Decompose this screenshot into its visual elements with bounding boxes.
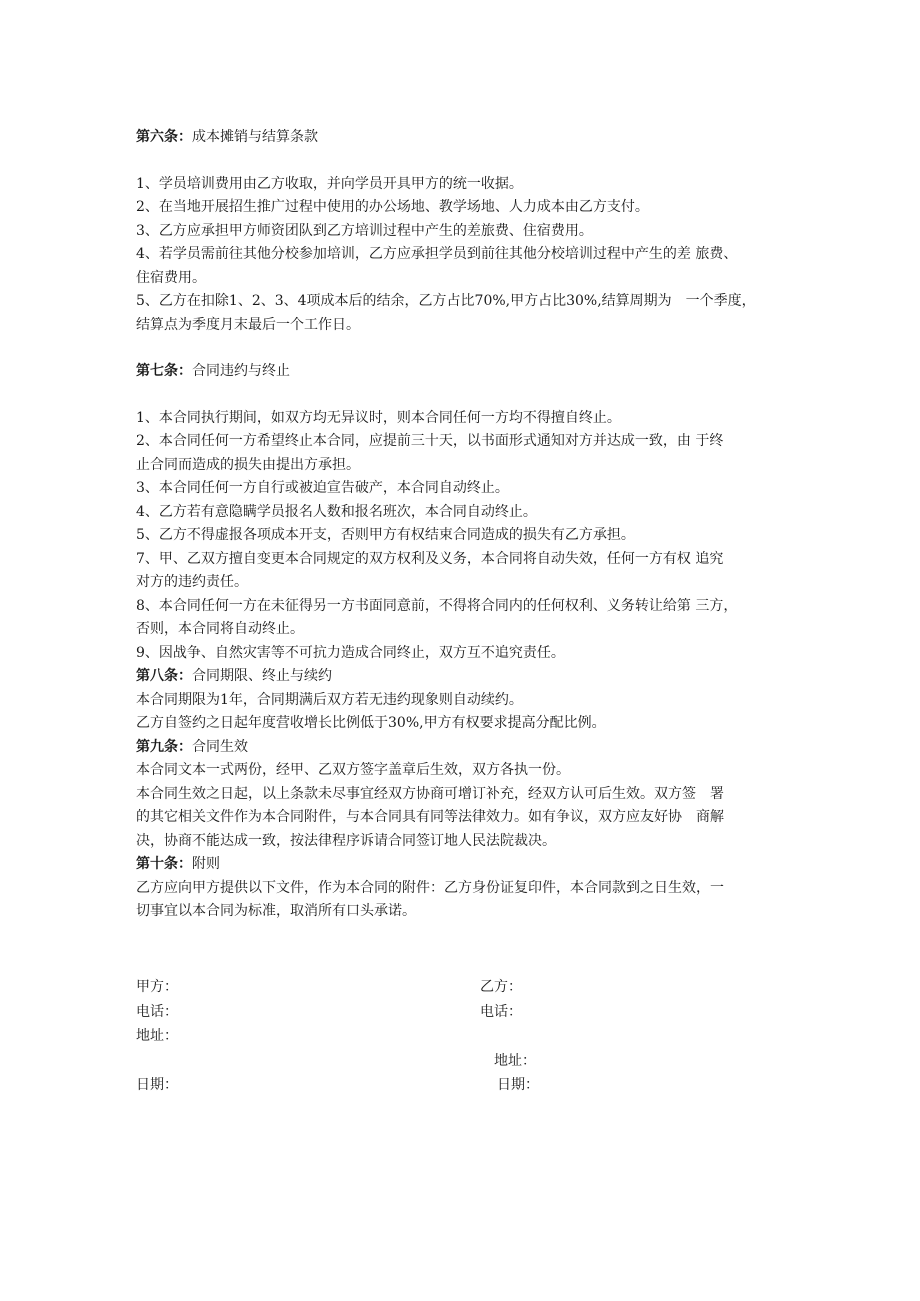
clause-line: 2、本合同任何一方希望终止本合同，应提前三十天，以书面形式通知对方并达成一致，由 于终: [136, 433, 724, 449]
article-9-heading: [136, 736, 790, 760]
article-6-title: 成本摊销与结算条款: [192, 129, 318, 145]
party-b-label: 乙方：: [480, 979, 522, 995]
article-9-title: 合同生效: [192, 738, 248, 755]
article-6-number: 第六条：: [136, 129, 192, 145]
article-6-heading: [136, 126, 790, 150]
clause-line: 否则，本合同将自动终止。: [136, 621, 304, 637]
article-7-heading: [136, 360, 790, 384]
article-8-heading: [136, 665, 790, 689]
clause-line: 结算点为季度月末最后一个工作日。: [136, 316, 360, 333]
clause-line: 5、乙方在扣除1、2、3、4项成本后的结余，乙方占比70%,甲方占比30%,结算周期为 一个季度，: [136, 293, 756, 309]
clause-line: 5、乙方不得虚报各项成本开支，否则甲方有权结束合同造成的损失有乙方承担。: [136, 527, 635, 543]
clause-line: 1、本合同执行期间，如双方均无异议时，则本合同任何一方均不得擅自终止。: [136, 409, 621, 426]
spacer: [136, 384, 790, 407]
party-a-label: 甲方：: [136, 979, 178, 995]
article-7-number: 第七条：: [136, 363, 192, 379]
clause-line: 住宿费用。: [136, 269, 206, 286]
clause-line: 3、乙方应承担甲方师资团队到乙方培训过程中产生的差旅费、住宿费用。: [136, 222, 593, 239]
clause-line: 对方的违约责任。: [136, 574, 248, 590]
clause-line: 止合同而造成的损失由提出方承担。: [136, 456, 360, 473]
article-10-number: 第十条：: [136, 856, 192, 872]
clause-line: 3、本合同任何一方自行或被迫宣告破产，本合同自动终止。: [136, 480, 509, 496]
article-10-heading: [136, 853, 790, 877]
clause-line: 1、学员培训费用由乙方收取，并向学员开具甲方的统一收据。: [136, 175, 523, 192]
clause-line: 2、在当地开展招生推广过程中使用的办公场地、教学场地、人力成本由乙方支付。: [136, 199, 649, 215]
party-a-phone-label: 电话：: [136, 1004, 178, 1020]
spacer: [136, 337, 790, 360]
article-8-title: 合同期限、终止与续约: [192, 668, 332, 684]
clause-line: 本合同生效之日起，以上条款未尽事宜经双方协商可增订补充，经双方认可后生效。双方签 署: [136, 785, 724, 802]
party-b-address-label: 地址：: [494, 1053, 536, 1069]
article-7-title: 合同违约与终止: [192, 363, 290, 379]
contract-body: [136, 126, 790, 924]
clause-line: 的其它相关文件作为本合同附件，与本合同具有同等法律效力。如有争议，双方应友好协 商解: [136, 809, 724, 825]
clause-line: 乙方应向甲方提供以下文件，作为本合同的附件：乙方身份证复印件，本合同款到之日生效，一: [136, 879, 724, 896]
clause-line: 本合同期限为1年，合同期满后双方若无违约现象则自动续约。: [136, 691, 523, 708]
clause-line: 乙方自签约之日起年度营收增长比例低于30%,甲方有权要求提高分配比例。: [136, 715, 606, 731]
article-8-number: 第八条：: [136, 668, 192, 684]
party-a-address-label: 地址：: [136, 1028, 178, 1044]
clause-line: 9、因战争、自然灾害等不可抗力造成合同终止，双方互不追究责任。: [136, 644, 565, 661]
spacer: [136, 150, 790, 173]
clause-line: 8、本合同任何一方在未征得另一方书面同意前，不得将合同内的任何权利、义务转让给第 三方，: [136, 597, 738, 614]
article-10-title: 附则: [192, 856, 220, 872]
clause-line: 4、若学员需前往其他分校参加培训，乙方应承担学员到前往其他分校培训过程中产生的差 旅费、: [136, 246, 738, 262]
party-b-date-label: 日期：: [497, 1077, 539, 1093]
party-b-phone-label: 电话：: [480, 1004, 522, 1020]
clause-line: 4、乙方若有意隐瞒学员报名人数和报名班次，本合同自动终止。: [136, 503, 537, 520]
clause-line: 切事宜以本合同为标准，取消所有口头承诺。: [136, 903, 416, 919]
article-9-number: 第九条：: [136, 738, 192, 755]
clause-line: 7、甲、乙双方擅自变更本合同规定的双方权利及义务，本合同将自动失效，任何一方有权 追究: [136, 550, 724, 567]
clause-line: 本合同文本一式两份，经甲、乙双方签字盖章后生效，双方各执一份。: [136, 762, 570, 778]
party-a-date-label: 日期：: [136, 1077, 178, 1093]
clause-line: 决，协商不能达成一致，按法律程序诉请合同签订地人民法院裁决。: [136, 832, 556, 849]
